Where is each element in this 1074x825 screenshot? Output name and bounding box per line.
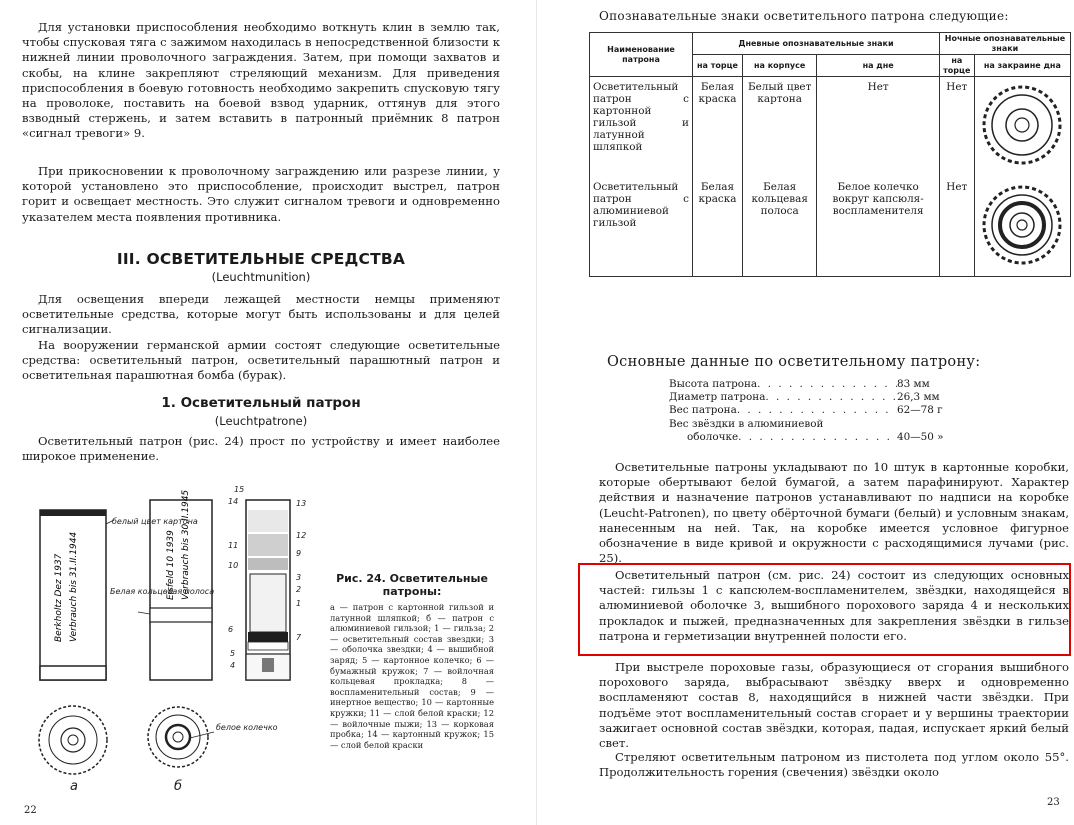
data-value: 83 мм bbox=[897, 378, 930, 390]
label-a: а bbox=[70, 779, 78, 794]
label-white-ring-bottom: белое колечко bbox=[216, 723, 278, 732]
cartridge-a bbox=[40, 510, 106, 680]
table-subheader: на торце bbox=[693, 55, 743, 77]
data-row bbox=[669, 404, 959, 417]
data-label: Высота патрона bbox=[669, 378, 758, 390]
label-b: б bbox=[174, 779, 183, 794]
table-cell: Белая краска bbox=[693, 177, 743, 277]
data-list bbox=[669, 378, 959, 444]
left-paragraph-1: Для установки приспособления необходимо воткнуть клин в землю так, чтобы спусковая тяга с зажимом находилась в непосредственной близости к нижней линии проволочного заграждения. Затем, при помощи захватов и скобы, на клине закрепляют стреляющий механизм. Для приведения приспособления в боевую готовность необходимо закрепить спусковую тягу на проволоке, поставить на боевой взвод ударник, оттянув для этого взводный стержень, и затем вставить в патронный приёмник 8 патрон «сигнал тревоги» 9. bbox=[22, 20, 500, 141]
cartridge-a-marking-1: Berkholtz Dez 1937 bbox=[54, 553, 64, 642]
table-header-night: Ночные опознавательные знаки bbox=[939, 33, 1070, 55]
num-10: 10 bbox=[228, 561, 239, 570]
table-cell: Белый цвет картона bbox=[742, 77, 816, 177]
serrated-rim-b-icon bbox=[977, 182, 1067, 268]
table-header-day: Дневные опознавательные знаки bbox=[693, 33, 940, 55]
right-page bbox=[537, 0, 1074, 825]
subsection-subtitle: (Leuchtpatrone) bbox=[214, 414, 308, 428]
table-intro: Опознавательные знаки осветительного патрона следующие: bbox=[599, 9, 1009, 23]
num-9: 9 bbox=[296, 549, 302, 558]
data-row bbox=[669, 431, 959, 444]
data-value: 40—50 » bbox=[897, 430, 944, 443]
right-paragraph-3: При выстреле пороховые газы, образующиеся от сгорания вышибного порохового заряда, выбрасывают звёздку вверх и одновременно воспламеняют состав 8, находящийся в нижней части звёздки. При подъёме этот воспламенительный состав сгорает и у вершины траектории зажигает основной состав звёздки, которая, падая, испускает яркий белый свет. bbox=[599, 660, 1069, 751]
identification-marks-table bbox=[589, 32, 1071, 277]
label-white-carton: белый цвет картона bbox=[112, 517, 198, 526]
right-paragraph-4: Стреляют осветительным патроном из пистолета под углом около 55°. Продолжительность горения (свечения) звёздки около bbox=[599, 750, 1069, 780]
table-cell: Нет bbox=[817, 77, 940, 177]
bottom-view-a bbox=[39, 706, 107, 774]
num-14: 14 bbox=[228, 497, 239, 506]
red-highlight-box bbox=[578, 563, 1071, 656]
page-number-left: 22 bbox=[24, 805, 37, 816]
serrated-rim-a-icon bbox=[977, 82, 1067, 168]
cartridge-section bbox=[246, 500, 290, 680]
subsection-title: 1. Осветительный патрон bbox=[161, 395, 361, 411]
num-4: 4 bbox=[230, 661, 236, 670]
table-cell-image bbox=[974, 77, 1070, 177]
table-subheader: на закраине дна bbox=[974, 55, 1070, 77]
table-cell: Нет bbox=[939, 177, 974, 277]
table-cell: Нет bbox=[939, 77, 974, 177]
section-title: III. ОСВЕТИТЕЛЬНЫЕ СРЕДСТВА bbox=[116, 250, 406, 268]
data-row bbox=[669, 378, 959, 391]
cartridge-b-marking-1: Eisfeld 10 1939 bbox=[166, 530, 176, 600]
data-label: Вес патрона bbox=[669, 404, 737, 417]
num-2: 2 bbox=[296, 585, 302, 594]
data-label: Вес звёздки в алюминиевой bbox=[669, 417, 824, 430]
table-cell: Белое колечко вокруг капсюля-воспламенителя bbox=[817, 177, 940, 277]
figure-caption bbox=[330, 572, 494, 750]
cartridge-b-marking-2: Verbrauch bis 30.II.1945 bbox=[181, 489, 191, 600]
page-number-right: 23 bbox=[1047, 797, 1060, 808]
table-row bbox=[590, 177, 1071, 277]
num-3: 3 bbox=[296, 573, 302, 582]
cartridge-a-marking-2: Verbrauch bis 31.II.1944 bbox=[69, 531, 79, 642]
left-paragraph-5: Осветительный патрон (рис. 24) прост по устройству и имеет наиболее широкое применение. bbox=[22, 434, 500, 464]
caption-title: Рис. 24. Осветительные патроны: bbox=[336, 572, 488, 598]
num-6: 6 bbox=[228, 625, 234, 634]
table-cell-name: Осветительный патрон с алюминиевой гильзой bbox=[590, 177, 693, 277]
num-1: 1 bbox=[296, 599, 302, 608]
table-cell: Белая кольцевая полоса bbox=[742, 177, 816, 277]
data-row bbox=[669, 418, 959, 431]
num-5: 5 bbox=[230, 649, 236, 658]
table-subheader: на дне bbox=[817, 55, 940, 77]
table-subheader: на торце bbox=[939, 55, 974, 77]
table-subheader: на корпусе bbox=[742, 55, 816, 77]
num-7: 7 bbox=[296, 633, 302, 642]
label-white-ring: Белая кольцевая полоса bbox=[110, 587, 215, 596]
table-cell-image bbox=[974, 177, 1070, 277]
num-13: 13 bbox=[296, 499, 307, 508]
bottom-view-b bbox=[148, 707, 208, 767]
section-subtitle: (Leuchtmunition) bbox=[211, 270, 311, 284]
num-15: 15 bbox=[234, 485, 245, 494]
right-paragraph-2-highlighted: Осветительный патрон (см. рис. 24) состоит из следующих основных частей: гильзы 1 с капсюлем-воспламенителем, звёздки, находящейся в алюминиевой оболочке 3, вышибного порохового заряда 4 и нескольких прокладок и пыжей, предназначенных для закрепления звёздки в гильзе патрона и герметизации внутренней полости его. bbox=[599, 568, 1069, 643]
caption-text: а — патрон с картонной гильзой и латунной шляпкой; б — патрон с алюминиевой гильзой; 1 — гильза; 2 — осветительный состав звездки; 3 — оболочка звездки; 4 — вышибной заряд; 5 — картонное колечко; 6 — бумажный кружок; 7 — войлочная кольцевая прокладка; 8 — воспламенительный состав; 9 — инертное вещество; 10 — картонные кружки; 11 — слой белой краски; 12 — войлочные пыжи; 13 — корковая пробка; 14 — картонный кружок; 15 — слой белой краски bbox=[330, 602, 494, 750]
data-label: Диаметр патрона bbox=[669, 391, 766, 404]
num-11: 11 bbox=[228, 541, 239, 550]
table-header-name: Наименование патрона bbox=[590, 33, 693, 77]
left-paragraph-2: При прикосновении к проволочному заграждению или разрезе линии, у которой установлено это приспособление, происходит выстрел, патрон горит и освещает местность. Это служит сигналом тревоги и одновременно указателем места появления противника. bbox=[22, 164, 500, 224]
data-value: 62—78 г bbox=[897, 404, 943, 417]
data-title: Основные данные по осветительному патрону: bbox=[607, 354, 981, 370]
table-row bbox=[590, 77, 1071, 177]
table-cell: Белая краска bbox=[693, 77, 743, 177]
figure-24-cartridges bbox=[28, 482, 328, 802]
left-paragraph-4: На вооружении германской армии состоят следующие осветительные средства: осветительный патрон, осветительный парашютный патрон и осветительная парашютная бомба (бурак). bbox=[22, 338, 500, 383]
data-row bbox=[669, 391, 959, 404]
data-label: оболочке bbox=[687, 430, 739, 443]
left-paragraph-3: Для освещения впереди лежащей местности немцы применяют осветительные средства, которые могут быть использованы и для целей сигнализации. bbox=[22, 292, 500, 337]
right-paragraph-1: Осветительные патроны укладывают по 10 штук в картонные коробки, которые обертывают белой бумагой, а затем парафинируют. Характер действия и назначение патронов устанавливают по надписи на коробке (Leucht-Patronen), по цвету обёрточной бумаги (белый) и условным знакам, нанесенным на ней. Так, на коробке имеется условное фигурное обозначение в виде кривой и окружности с расходящимися лучами (рис. 25). bbox=[599, 460, 1069, 566]
num-12: 12 bbox=[296, 531, 307, 540]
table-cell-name: Осветительный патрон с картонной гильзой и латунной шляпкой bbox=[590, 77, 693, 177]
data-value: 26,3 мм bbox=[897, 391, 940, 404]
